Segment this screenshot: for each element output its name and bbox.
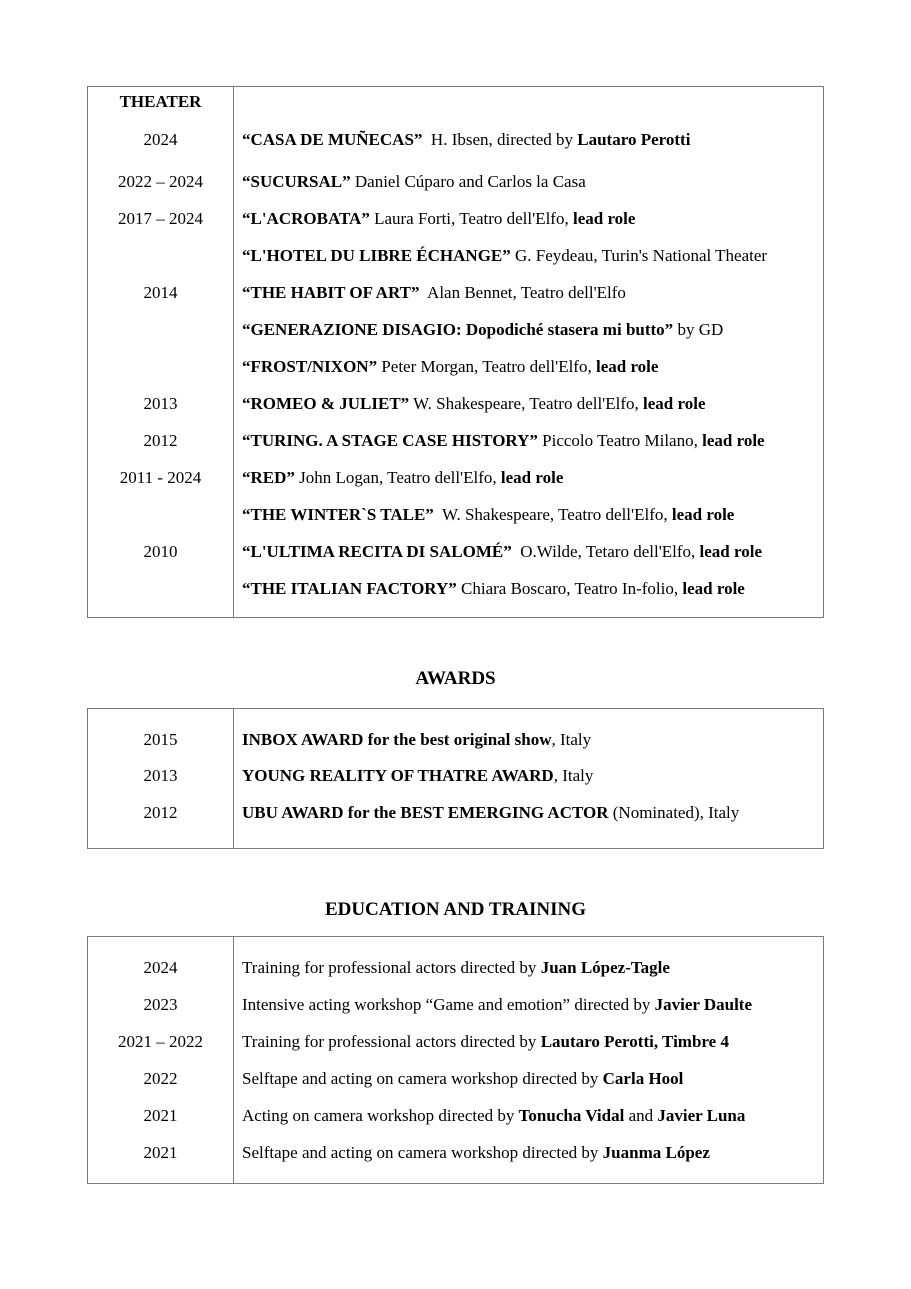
row-year: 2023: [143, 995, 178, 1014]
table-row: [88, 465, 823, 491]
entry-bold-text: “SUCURSAL”: [242, 172, 351, 191]
entry-text: (Nominated), Italy: [608, 803, 740, 822]
entry-text: Selftape and acting on camera workshop directed by: [242, 1069, 603, 1088]
row-entry: [242, 243, 767, 269]
row-year: 2013: [143, 394, 178, 413]
row-entry: [242, 576, 745, 602]
row-year: 2014: [143, 283, 178, 302]
row-year: 2012: [143, 431, 178, 450]
row-year: 2021 – 2022: [118, 1032, 203, 1051]
table-row: [88, 1140, 823, 1166]
table-row: [88, 955, 823, 981]
table-row: [88, 243, 823, 269]
entry-text: G. Feydeau, Turin's National Theater: [510, 246, 768, 265]
row-entry: [242, 428, 765, 454]
entry-text: , Italy: [553, 766, 594, 785]
entry-bold-text: lead role: [500, 468, 564, 487]
entry-text: Training for professional actors directed by: [242, 958, 541, 977]
row-entry: [242, 502, 734, 528]
entry-text: Selftape and acting on camera workshop directed by: [242, 1143, 603, 1162]
entry-bold-text: YOUNG REALITY OF THATRE AWARD: [242, 766, 554, 785]
entry-text: W. Shakespeare, Teatro dell'Elfo,: [433, 505, 672, 524]
entry-bold-text: lead role: [682, 579, 745, 598]
entry-text: by GD: [673, 320, 724, 339]
entry-bold-text: “RED”: [242, 468, 295, 487]
table-row: [88, 317, 823, 343]
awards-heading: AWARDS: [415, 668, 496, 689]
row-year: 2010: [143, 542, 178, 561]
entry-text: Peter Morgan, Teatro dell'Elfo,: [377, 357, 596, 376]
education-heading: EDUCATION AND TRAINING: [324, 899, 587, 920]
entry-bold-text: UBU AWARD for the BEST EMERGING ACTOR: [242, 803, 609, 822]
entry-bold-text: “L'ACROBATA”: [242, 209, 370, 228]
row-year: 2022: [143, 1069, 178, 1088]
entry-text: Chiara Boscaro, Teatro In-folio,: [456, 579, 683, 598]
awards-table: [87, 708, 824, 849]
entry-text: , Italy: [551, 730, 592, 749]
entry-bold-text: lead role: [671, 505, 735, 524]
table-row: [88, 1066, 823, 1092]
table-row: [88, 1029, 823, 1055]
row-entry: [242, 992, 752, 1018]
row-year: 2022 – 2024: [118, 172, 203, 191]
table-row: [88, 169, 823, 195]
entry-bold-text: Lautaro Perotti, Timbre 4: [540, 1032, 729, 1051]
table-row: [88, 727, 823, 753]
row-entry: [242, 800, 739, 826]
entry-bold-text: lead role: [702, 431, 765, 450]
row-year: 2015: [143, 730, 178, 749]
row-year: 2021: [143, 1143, 178, 1162]
entry-bold-text: Javier Daulte: [654, 995, 753, 1014]
row-entry: [242, 391, 706, 417]
row-entry: [242, 1066, 683, 1092]
table-row: [88, 992, 823, 1018]
entry-bold-text: Juanma López: [602, 1143, 710, 1162]
entry-text: Alan Bennet, Teatro dell'Elfo: [419, 283, 626, 302]
entry-text: Piccolo Teatro Milano,: [537, 431, 703, 450]
entry-bold-text: Javier Luna: [657, 1106, 746, 1125]
row-year: 2012: [143, 803, 178, 822]
row-entry: [242, 1103, 745, 1129]
entry-text: W. Shakespeare, Teatro dell'Elfo,: [409, 394, 644, 413]
row-entry: [242, 1140, 710, 1166]
entry-text: Acting on camera workshop directed by: [242, 1106, 519, 1125]
theater-label-row: [88, 89, 823, 115]
entry-text: John Logan, Teatro dell'Elfo,: [294, 468, 501, 487]
table-row: [88, 763, 823, 789]
entry-bold-text: INBOX AWARD for the best original show: [242, 730, 552, 749]
education-table: [87, 936, 824, 1184]
entry-text: Training for professional actors directed by: [242, 1032, 541, 1051]
row-year: 2011 - 2024: [119, 468, 202, 487]
row-entry: [242, 1029, 729, 1055]
row-year: 2024: [143, 130, 178, 149]
table-row: [88, 280, 823, 306]
entry-bold-text: “THE WINTER`S TALE”: [242, 505, 434, 524]
table-row: [88, 539, 823, 565]
entry-text: O.Wilde, Tetaro dell'Elfo,: [511, 542, 700, 561]
table-row: [88, 1103, 823, 1129]
row-entry: [242, 354, 658, 380]
table-row: [88, 576, 823, 602]
row-entry: [242, 206, 635, 232]
row-year: 2017 – 2024: [118, 209, 203, 228]
row-entry: [242, 317, 723, 343]
entry-text: Laura Forti, Teatro dell'Elfo,: [369, 209, 573, 228]
entry-bold-text: Juan López-Tagle: [540, 958, 670, 977]
row-year: 2024: [143, 958, 178, 977]
entry-bold-text: “FROST/NIXON”: [242, 357, 378, 376]
row-year: 2021: [143, 1106, 178, 1125]
entry-text: Daniel Cúparo and Carlos la Casa: [350, 172, 586, 191]
row-year: 2013: [143, 766, 178, 785]
entry-bold-text: lead role: [643, 394, 706, 413]
entry-bold-text: “L'HOTEL DU LIBRE ÉCHANGE”: [242, 246, 511, 265]
entry-bold-text: Carla Hool: [602, 1069, 684, 1088]
entry-text: H. Ibsen, directed by: [422, 130, 578, 149]
row-entry: [242, 539, 762, 565]
entry-text: and: [624, 1106, 658, 1125]
row-entry: [242, 465, 563, 491]
table-row: [88, 206, 823, 232]
table-divider: [233, 87, 234, 617]
table-row: [88, 391, 823, 417]
entry-bold-text: “THE ITALIAN FACTORY”: [242, 579, 457, 598]
row-entry: [242, 169, 586, 195]
entry-bold-text: “ROMEO & JULIET”: [242, 394, 410, 413]
entry-bold-text: “CASA DE MUÑECAS”: [242, 130, 423, 149]
row-entry: [242, 955, 670, 981]
table-row: [88, 502, 823, 528]
table-row: [88, 127, 823, 153]
entry-bold-text: “L'ULTIMA RECITA DI SALOMÉ”: [242, 542, 512, 561]
table-row: [88, 354, 823, 380]
row-entry: [242, 280, 626, 306]
theater-label: THEATER: [119, 92, 202, 111]
entry-bold-text: “TURING. A STAGE CASE HISTORY”: [242, 431, 538, 450]
entry-text: Intensive acting workshop “Game and emotion” directed by: [242, 995, 655, 1014]
entry-bold-text: “THE HABIT OF ART”: [242, 283, 420, 302]
entry-bold-text: Lautaro Perotti: [577, 130, 691, 149]
entry-bold-text: lead role: [699, 542, 763, 561]
table-row: [88, 800, 823, 826]
row-entry: [242, 763, 593, 789]
entry-bold-text: Tonucha Vidal: [518, 1106, 625, 1125]
row-entry: [242, 727, 591, 753]
entry-bold-text: lead role: [572, 209, 636, 228]
entry-bold-text: lead role: [595, 357, 659, 376]
table-row: [88, 428, 823, 454]
theater-table: [87, 86, 824, 618]
row-entry: [242, 127, 690, 153]
entry-bold-text: “GENERAZIONE DISAGIO: Dopodiché stasera mi butto”: [242, 320, 674, 339]
